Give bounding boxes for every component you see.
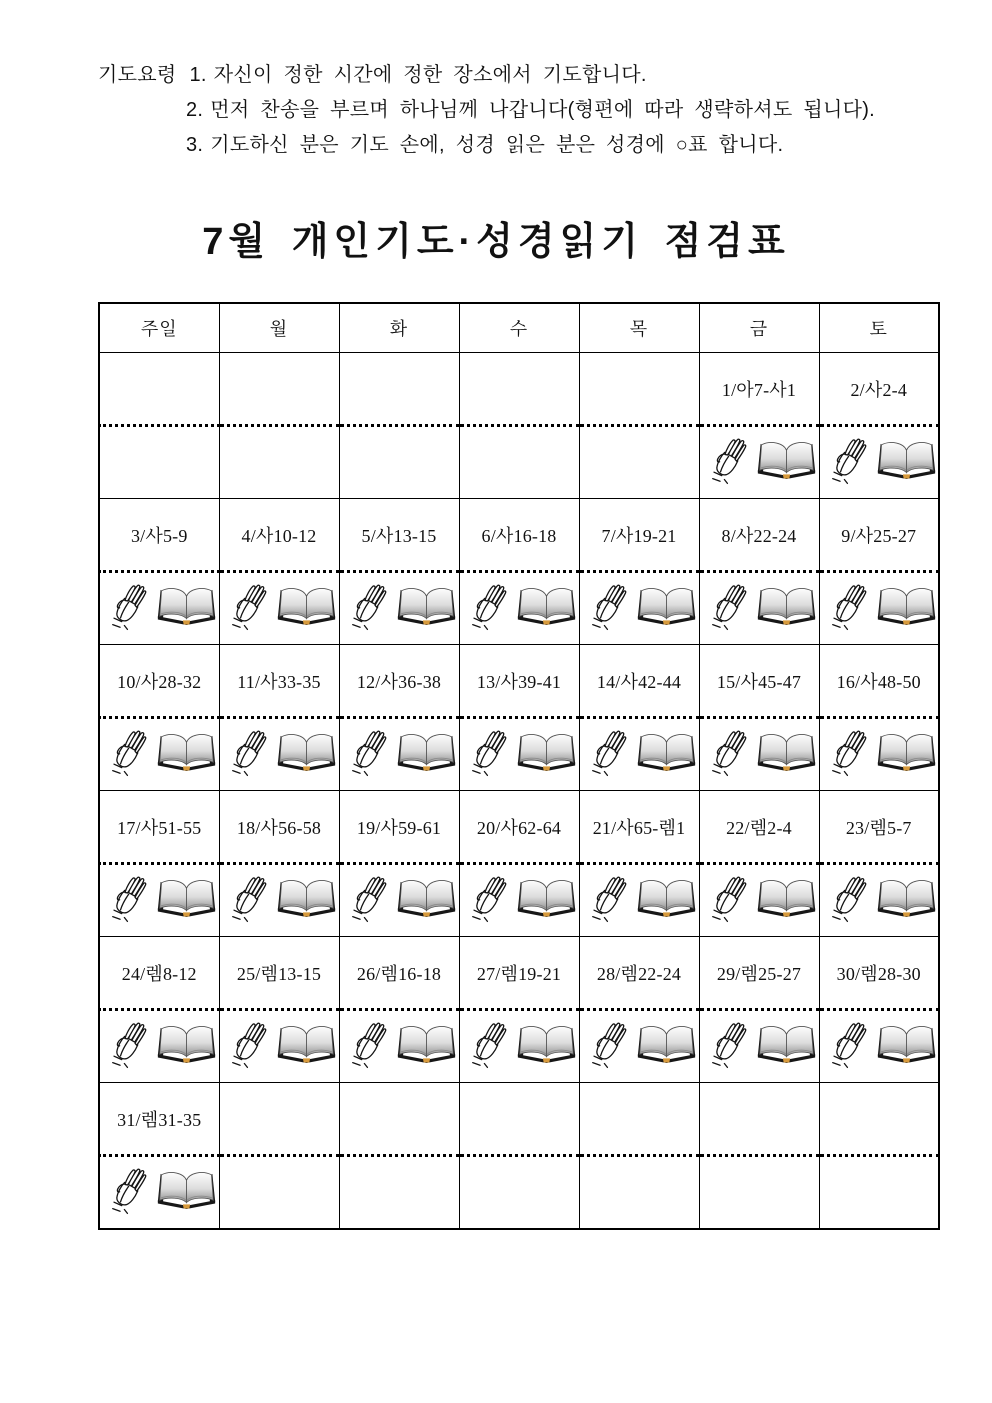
day-header-saturday: 토 (819, 303, 939, 353)
check-cell-empty (819, 1156, 939, 1230)
instruction-text-1: 자신이 정한 시간에 정한 장소에서 기도합니다. (213, 64, 647, 86)
instruction-line-3 (186, 128, 875, 163)
day-header-wednesday: 수 (459, 303, 579, 353)
date-cell: 12/사36-38 (339, 645, 459, 718)
date-cell-empty (219, 1083, 339, 1156)
date-cell-empty (219, 353, 339, 426)
check-marks (711, 434, 817, 487)
check-marks (591, 580, 697, 633)
check-marks (111, 872, 217, 925)
check-cell (459, 864, 579, 937)
open-bible-icon (756, 877, 817, 920)
date-cell: 17/사51-55 (99, 791, 219, 864)
prayer-instructions (98, 58, 875, 163)
date-cell: 30/렘28-30 (819, 937, 939, 1010)
check-marks (591, 726, 697, 779)
day-header-sunday: 주일 (99, 303, 219, 353)
check-cell (219, 718, 339, 791)
praying-hands-icon (231, 1018, 269, 1071)
praying-hands-icon (111, 872, 149, 925)
check-cell (99, 864, 219, 937)
date-cell: 23/렘5-7 (819, 791, 939, 864)
date-cell: 9/사25-27 (819, 499, 939, 572)
instruction-number-1: 1. (189, 64, 207, 86)
check-cell (219, 864, 339, 937)
instruction-number-3: 3. (186, 134, 204, 156)
open-bible-icon (516, 877, 577, 920)
open-bible-icon (876, 1023, 937, 1066)
praying-hands-icon (831, 872, 869, 925)
praying-hands-icon (351, 872, 389, 925)
praying-hands-icon (711, 580, 749, 633)
date-cell-empty (579, 1083, 699, 1156)
check-row-week-4 (99, 864, 939, 937)
open-bible-icon (396, 877, 457, 920)
open-bible-icon (396, 585, 457, 628)
praying-hands-icon (471, 726, 509, 779)
check-marks (831, 434, 937, 487)
check-marks (351, 580, 457, 633)
check-marks (471, 580, 577, 633)
date-cell-empty (459, 353, 579, 426)
open-bible-icon (636, 1023, 697, 1066)
open-bible-icon (756, 585, 817, 628)
check-cell (819, 426, 939, 499)
instruction-number-2: 2. (186, 99, 204, 121)
check-cell (339, 718, 459, 791)
check-marks (351, 726, 457, 779)
date-cell: 24/렘8-12 (99, 937, 219, 1010)
page-title: 7월 개인기도·성경읽기 점검표 (202, 221, 790, 263)
check-cell (699, 1010, 819, 1083)
check-marks (711, 1018, 817, 1071)
check-cell (819, 572, 939, 645)
check-marks (231, 872, 337, 925)
check-row-week-5 (99, 1010, 939, 1083)
date-cell: 1/아7-사1 (699, 353, 819, 426)
date-cell: 25/렘13-15 (219, 937, 339, 1010)
check-cell (579, 572, 699, 645)
praying-hands-icon (711, 1018, 749, 1071)
open-bible-icon (876, 439, 937, 482)
date-cell: 4/사10-12 (219, 499, 339, 572)
check-cell (99, 1010, 219, 1083)
check-cell-empty (339, 1156, 459, 1230)
open-bible-icon (396, 731, 457, 774)
check-marks (111, 726, 217, 779)
instruction-text-3: 기도하신 분은 기도 손에, 성경 읽은 분은 성경에 ○표 합니다. (210, 134, 784, 156)
instructions-label: 기도요령 (98, 64, 177, 86)
praying-hands-icon (831, 580, 869, 633)
check-marks (351, 1018, 457, 1071)
open-bible-icon (156, 877, 217, 920)
date-cell: 19/사59-61 (339, 791, 459, 864)
praying-hands-icon (711, 872, 749, 925)
date-cell-empty (579, 353, 699, 426)
check-marks (471, 1018, 577, 1071)
check-cell-empty (339, 426, 459, 499)
date-cell: 5/사13-15 (339, 499, 459, 572)
day-header-monday: 월 (219, 303, 339, 353)
open-bible-icon (516, 1023, 577, 1066)
date-cell: 21/사65-렘1 (579, 791, 699, 864)
praying-hands-icon (111, 726, 149, 779)
check-marks (831, 1018, 937, 1071)
check-marks (711, 872, 817, 925)
praying-hands-icon (351, 580, 389, 633)
praying-hands-icon (231, 580, 269, 633)
check-marks (471, 872, 577, 925)
praying-hands-icon (711, 434, 749, 487)
check-row-week-1 (99, 426, 939, 499)
date-row-week-4 (99, 791, 939, 864)
day-header-friday: 금 (699, 303, 819, 353)
praying-hands-icon (111, 580, 149, 633)
check-cell (219, 572, 339, 645)
date-cell-empty (699, 1083, 819, 1156)
open-bible-icon (636, 585, 697, 628)
check-row-week-6 (99, 1156, 939, 1230)
check-cell (819, 1010, 939, 1083)
open-bible-icon (756, 1023, 817, 1066)
date-cell: 15/사45-47 (699, 645, 819, 718)
check-cell (699, 864, 819, 937)
check-cell-empty (219, 1156, 339, 1230)
praying-hands-icon (351, 726, 389, 779)
check-marks (831, 872, 937, 925)
check-cell-empty (579, 1156, 699, 1230)
check-cell (339, 864, 459, 937)
check-marks (711, 580, 817, 633)
check-cell (579, 1010, 699, 1083)
open-bible-icon (756, 731, 817, 774)
open-bible-icon (276, 877, 337, 920)
open-bible-icon (156, 1169, 217, 1212)
date-cell: 13/사39-41 (459, 645, 579, 718)
praying-hands-icon (471, 1018, 509, 1071)
open-bible-icon (156, 585, 217, 628)
check-cell (819, 718, 939, 791)
check-marks (711, 726, 817, 779)
open-bible-icon (276, 731, 337, 774)
date-cell: 20/사62-64 (459, 791, 579, 864)
praying-hands-icon (591, 580, 629, 633)
check-marks (231, 580, 337, 633)
date-cell-empty (459, 1083, 579, 1156)
check-marks (831, 580, 937, 633)
praying-hands-icon (831, 434, 869, 487)
check-cell-empty (459, 1156, 579, 1230)
praying-hands-icon (111, 1164, 149, 1217)
check-row-week-2 (99, 572, 939, 645)
open-bible-icon (876, 877, 937, 920)
check-cell (699, 718, 819, 791)
check-marks (831, 726, 937, 779)
date-cell: 7/사19-21 (579, 499, 699, 572)
check-cell (579, 864, 699, 937)
day-header-tuesday: 화 (339, 303, 459, 353)
check-cell (339, 572, 459, 645)
praying-hands-icon (471, 580, 509, 633)
date-cell: 31/렘31-35 (99, 1083, 219, 1156)
check-marks (231, 1018, 337, 1071)
open-bible-icon (876, 731, 937, 774)
check-cell-empty (219, 426, 339, 499)
open-bible-icon (516, 731, 577, 774)
date-cell: 18/사56-58 (219, 791, 339, 864)
open-bible-icon (516, 585, 577, 628)
praying-hands-icon (591, 1018, 629, 1071)
check-cell-empty (459, 426, 579, 499)
praying-hands-icon (591, 872, 629, 925)
check-marks (351, 872, 457, 925)
date-cell: 22/렘2-4 (699, 791, 819, 864)
praying-hands-icon (831, 1018, 869, 1071)
day-header-row (99, 303, 939, 353)
praying-hands-icon (831, 726, 869, 779)
date-cell-empty (339, 353, 459, 426)
checklist-table (98, 302, 940, 1230)
check-cell (579, 718, 699, 791)
check-marks (111, 580, 217, 633)
date-row-week-2 (99, 499, 939, 572)
instruction-line-1 (98, 58, 875, 93)
date-cell: 26/렘16-18 (339, 937, 459, 1010)
date-cell: 16/사48-50 (819, 645, 939, 718)
open-bible-icon (276, 585, 337, 628)
check-marks (471, 726, 577, 779)
date-row-week-5 (99, 937, 939, 1010)
instruction-line-2 (186, 93, 875, 128)
check-cell (219, 1010, 339, 1083)
check-cell-empty (579, 426, 699, 499)
date-cell-empty (99, 353, 219, 426)
check-cell (99, 718, 219, 791)
check-cell (99, 1156, 219, 1230)
open-bible-icon (756, 439, 817, 482)
open-bible-icon (876, 585, 937, 628)
open-bible-icon (636, 731, 697, 774)
check-marks (591, 872, 697, 925)
check-cell (459, 1010, 579, 1083)
praying-hands-icon (231, 872, 269, 925)
date-row-week-1 (99, 353, 939, 426)
check-cell-empty (699, 1156, 819, 1230)
date-cell: 6/사16-18 (459, 499, 579, 572)
date-cell: 11/사33-35 (219, 645, 339, 718)
date-cell: 27/렘19-21 (459, 937, 579, 1010)
date-cell: 10/사28-32 (99, 645, 219, 718)
check-marks (591, 1018, 697, 1071)
open-bible-icon (636, 877, 697, 920)
date-cell: 8/사22-24 (699, 499, 819, 572)
check-cell (699, 572, 819, 645)
check-cell (459, 572, 579, 645)
check-cell (99, 572, 219, 645)
date-cell-empty (819, 1083, 939, 1156)
date-row-week-6 (99, 1083, 939, 1156)
praying-hands-icon (351, 1018, 389, 1071)
check-cell (819, 864, 939, 937)
day-header-thursday: 목 (579, 303, 699, 353)
check-cell (459, 718, 579, 791)
praying-hands-icon (591, 726, 629, 779)
check-marks (111, 1164, 217, 1217)
check-cell (699, 426, 819, 499)
praying-hands-icon (231, 726, 269, 779)
check-cell (339, 1010, 459, 1083)
check-row-week-3 (99, 718, 939, 791)
date-cell: 28/렘22-24 (579, 937, 699, 1010)
date-cell: 3/사5-9 (99, 499, 219, 572)
open-bible-icon (396, 1023, 457, 1066)
date-row-week-3 (99, 645, 939, 718)
check-marks (111, 1018, 217, 1071)
praying-hands-icon (111, 1018, 149, 1071)
checklist-body (99, 353, 939, 1230)
praying-hands-icon (471, 872, 509, 925)
open-bible-icon (156, 1023, 217, 1066)
praying-hands-icon (711, 726, 749, 779)
date-cell: 29/렘25-27 (699, 937, 819, 1010)
open-bible-icon (276, 1023, 337, 1066)
check-cell-empty (99, 426, 219, 499)
date-cell: 2/사2-4 (819, 353, 939, 426)
instruction-text-2: 먼저 찬송을 부르며 하나님께 나갑니다(형편에 따라 생략하셔도 됩니다). (210, 99, 876, 121)
check-marks (231, 726, 337, 779)
date-cell: 14/사42-44 (579, 645, 699, 718)
open-bible-icon (156, 731, 217, 774)
date-cell-empty (339, 1083, 459, 1156)
